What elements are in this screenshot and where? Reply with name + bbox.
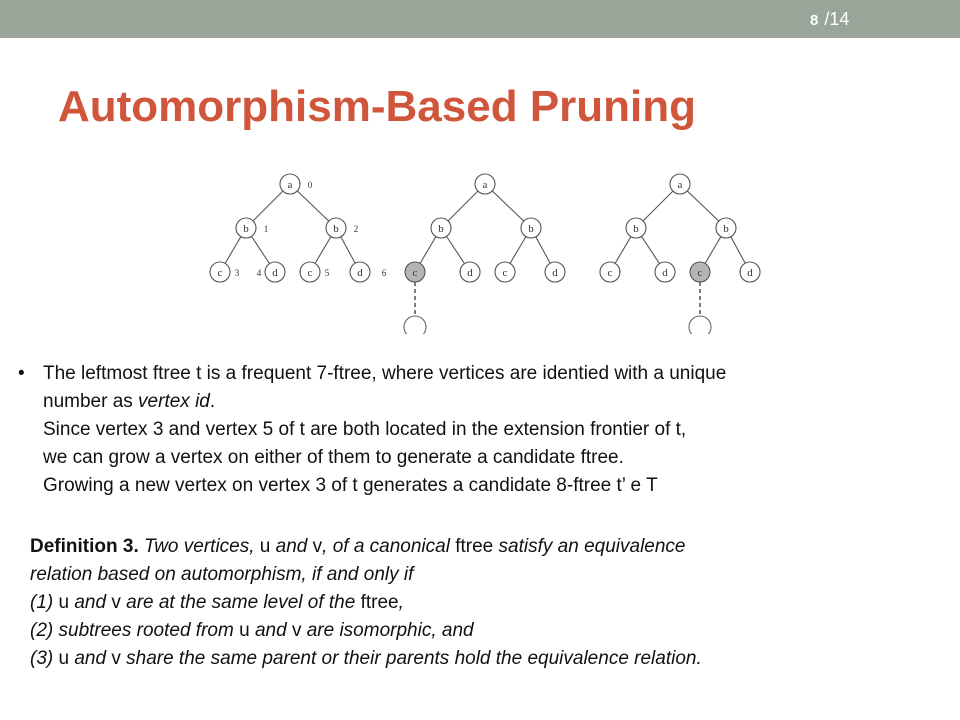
page-number <box>810 9 849 30</box>
vertex-id-label: 5 <box>324 268 330 278</box>
definition-line-2: relation based on automorphism, if and only if <box>30 564 414 585</box>
node-label: c <box>607 267 613 279</box>
node-label: d <box>552 267 558 279</box>
bullet-line-3: Since vertex 3 and vertex 5 of t are both located in the extension frontier of t, <box>43 419 687 440</box>
top-bar <box>0 0 960 38</box>
term-ftree: ftree <box>455 536 494 557</box>
var-u: u <box>58 648 70 669</box>
bullet-line-4: we can grow a vertex on either of them to generate a candidate ftree. <box>43 447 624 468</box>
vertex-id-label: 0 <box>307 180 313 190</box>
text-span: , <box>398 592 404 613</box>
ftree-figure <box>196 162 786 334</box>
node-label: d <box>272 267 278 279</box>
definition-line-3 <box>30 589 930 617</box>
page-current: 8 <box>810 12 819 29</box>
bullet-line-2 <box>43 388 938 416</box>
node-label: c <box>697 267 703 279</box>
bullet-line-5: Growing a new vertex on vertex 3 of t generates a candidate 8-ftree t’ e T <box>43 475 658 496</box>
var-v: v <box>111 648 121 669</box>
text-span: (2) subtrees rooted from <box>30 620 240 641</box>
node-label: b <box>723 223 729 235</box>
definition-line-1 <box>30 533 930 561</box>
text-span: . <box>209 391 216 412</box>
node-label: c <box>217 267 223 279</box>
slide-title: Automorphism-Based Pruning <box>58 82 697 131</box>
var-u: u <box>58 592 70 613</box>
vertex-id-term: vertex id <box>138 391 210 412</box>
definition-line-4 <box>30 617 930 645</box>
term-ftree: ftree <box>360 592 399 613</box>
text-span: and <box>249 620 292 641</box>
node-label: c <box>412 267 418 279</box>
text-span: Two vertices, <box>138 536 260 557</box>
text-span: , of a canonical <box>322 536 456 557</box>
definition-block <box>30 533 930 673</box>
text-span: and <box>69 592 112 613</box>
var-v: v <box>291 620 302 641</box>
text-span: and <box>69 648 112 669</box>
node-label: d <box>747 267 753 279</box>
node-label: c <box>502 267 508 279</box>
node-label: b <box>333 223 339 235</box>
node-label: d <box>357 267 363 279</box>
new-vertex-node <box>404 316 426 334</box>
ftree-candidate-1 <box>404 174 565 334</box>
node-label: b <box>528 223 534 235</box>
node-label: c <box>307 267 313 279</box>
bullet-paragraph <box>18 360 938 500</box>
node-label: b <box>438 223 444 235</box>
node-label: a <box>677 179 683 191</box>
definition-heading: Definition 3. <box>30 536 139 557</box>
var-u: u <box>259 536 271 557</box>
vertex-id-label: 2 <box>353 224 359 234</box>
node-label: d <box>467 267 473 279</box>
node-label: a <box>287 179 293 191</box>
page-total: /14 <box>824 9 850 29</box>
var-u: u <box>239 620 250 641</box>
bullet-marker: • <box>18 363 25 384</box>
text-span: are isomorphic, and <box>301 620 474 641</box>
ftree-t <box>210 174 387 282</box>
vertex-id-label: 3 <box>234 268 240 278</box>
node-label: a <box>482 179 488 191</box>
new-vertex-node <box>689 316 711 334</box>
node-label: b <box>633 223 639 235</box>
ftree-candidate-2 <box>600 174 760 334</box>
text-span: are at the same level of the <box>120 592 361 613</box>
var-v: v <box>312 536 323 557</box>
var-v: v <box>111 592 121 613</box>
bullet-line-1: The leftmost ftree t is a frequent 7-ftree, where vertices are identied with a unique <box>43 363 727 384</box>
definition-line-5 <box>30 645 930 673</box>
vertex-id-label: 4 <box>256 268 262 278</box>
text-span: satisfy an equivalence <box>493 536 686 557</box>
text-span: (1) <box>30 592 59 613</box>
vertex-id-label: 6 <box>381 268 387 278</box>
text-span: (3) <box>30 648 59 669</box>
text-span: number as <box>43 391 139 412</box>
node-label: b <box>243 223 249 235</box>
text-span: and <box>270 536 313 557</box>
text-span: share the same parent or their parents hold the equivalence relation. <box>120 648 702 669</box>
node-label: d <box>662 267 668 279</box>
vertex-id-label: 1 <box>263 224 269 234</box>
